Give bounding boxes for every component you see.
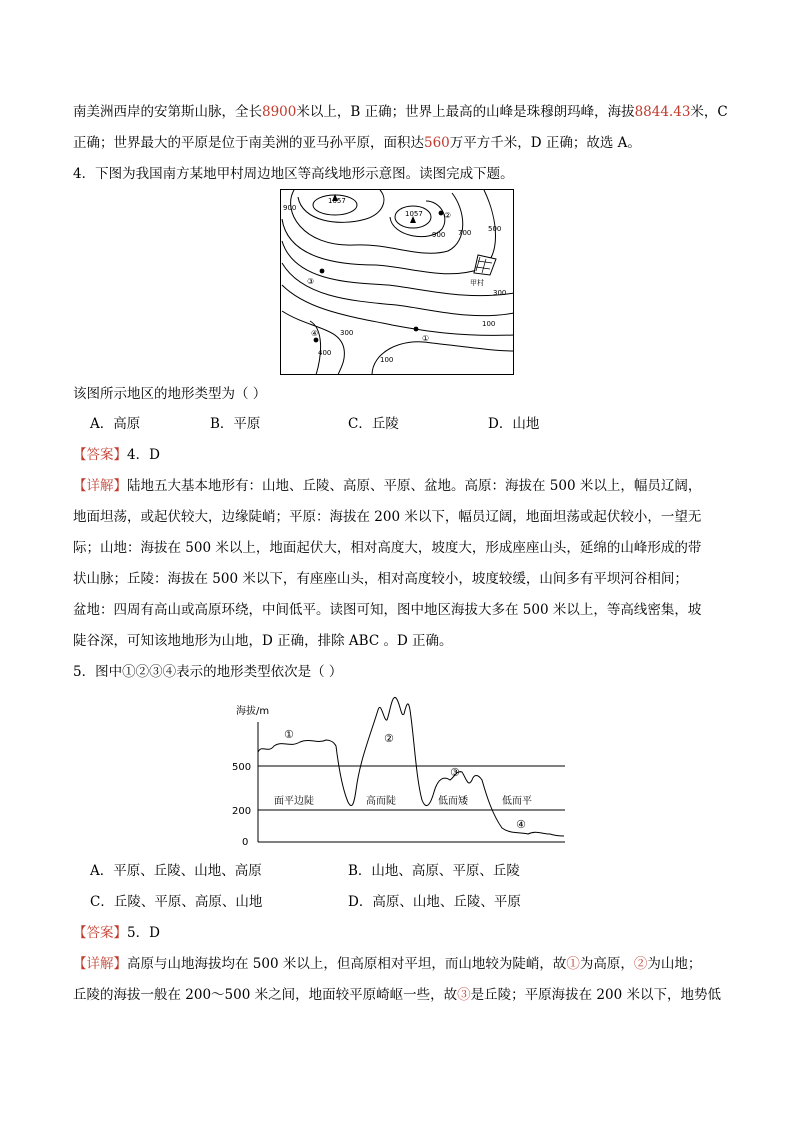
q4-analysis-line5: 盆地：四周有高山或高原环绕，中间低平。读图可知，图中地区海拔大多在 500 米以上，等高线密集，坡 [73,602,702,618]
question-5-stem: 5．图中①②③④表示的地形类型依次是（ ） [73,664,343,680]
q4-analysis-line3: 际；山地：海拔在 500 米以上，地面起伏大，相对高度大，坡度大，形成座座山头，延绵的山峰形成的带 [73,540,702,556]
profile-text-1: 面平边陡 [274,796,314,807]
profile-text-4: 低而平 [502,796,532,807]
profile-text-2: 高而陡 [366,796,396,807]
point-2-label: ② [444,211,452,220]
profile-label-2: ② [384,732,394,745]
q4-analysis-line4: 状山脉；丘陵：海拔在 500 米以下，有座座山头，相对高度较小，坡度较缓，山间多有平坝河谷相间； [73,571,688,587]
q5-analysis-line2: 丘陵的海拔一般在 200～500 米之间，地面较平原崎岖一些，故③是丘陵；平原海拔在 200 米以下，地势低 [73,987,721,1003]
red-number: 560 [424,135,450,151]
contour-label: 900 [283,204,297,212]
q5-option-c[interactable]: C．丘陵、平原、高原、山地 [90,894,263,910]
profile-label-3: ③ [450,766,460,779]
profile-tick-0: 0 [242,837,249,848]
q4-analysis-line2: 地面坦荡，或起伏较大，边缘陡峭；平原：海拔在 200 米以下，幅员辽阔，地面坦荡或起伏较小，一望无 [73,509,702,525]
peak-1-label: 1057 [328,197,346,205]
contour-label: 100 [482,320,496,328]
profile-label-4: ④ [516,818,526,831]
point-1-dot [414,327,419,332]
para1-line2: 正确；世界最大的平原是位于南美洲的亚马孙平原，面积达560万平方千米，D 正确；故选 A。 [73,135,641,151]
terrain-profile [230,692,570,852]
q4-analysis-line6: 陡谷深，可知该地地形为山地，D 正确，排除 ABC 。D 正确。 [73,633,453,649]
contour-map [280,189,514,375]
para1-line1: 南美洲西岸的安第斯山脉，全长8900米以上，B 正确；世界上最高的山峰是珠穆朗玛峰，海拔8844.43米，C [73,104,728,120]
contour-label: 900 [432,231,446,239]
q5-option-d[interactable]: D．高原、山地、丘陵、平原 [348,894,521,910]
q4-option-d[interactable]: D．山地 [488,416,540,432]
contour-label: 700 [458,229,472,237]
q4-analysis-line1: 【详解】陆地五大基本地形有：山地、丘陵、高原、平原、盆地。高原：海拔在 500 米以上，幅员辽阔， [73,478,702,494]
q4-option-a[interactable]: A．高原 [90,416,141,432]
contour-label: 400 [318,349,332,357]
q5-option-a[interactable]: A．平原、丘陵、山地、高原 [90,863,262,879]
contour-label: 500 [488,225,502,233]
question-4-sub: 该图所示地区的地形类型为（ ） [73,386,267,402]
point-1-label: ① [422,334,430,343]
point-4-dot [314,338,319,343]
red-number: 8900 [262,104,297,120]
q5-answer: 【答案】5．D [73,925,160,941]
q4-option-b[interactable]: B．平原 [210,416,261,432]
q5-option-b[interactable]: B．山地、高原、平原、丘陵 [348,863,520,879]
q4-option-c[interactable]: C．丘陵 [348,416,399,432]
village-label: 甲村 [470,279,484,287]
profile-tick-200: 200 [232,806,252,817]
profile-ylabel: 海拔/m [236,706,270,717]
contour-label: 300 [493,289,507,297]
q5-analysis-line1: 【详解】高原与山地海拔均在 500 米以上，但高原相对平坦，而山地较为陡峭，故①为高原，②为山地； [73,956,702,972]
contour-label: 100 [380,356,394,364]
peak-2-label: 1057 [405,210,423,218]
red-number: 8844.43 [634,104,691,120]
profile-text-3: 低而矮 [438,796,468,807]
point-4-label: ④ [311,329,319,338]
point-3-dot [320,269,325,274]
question-4-stem: 4．下图为我国南方某地甲村周边地区等高线地形示意图。读图完成下题。 [73,166,514,182]
profile-label-1: ① [284,728,294,741]
point-3-label: ③ [307,277,315,286]
point-2-dot [439,211,444,216]
profile-tick-500: 500 [232,762,252,773]
q4-answer: 【答案】4．D [73,447,160,463]
contour-label: 300 [340,329,354,337]
